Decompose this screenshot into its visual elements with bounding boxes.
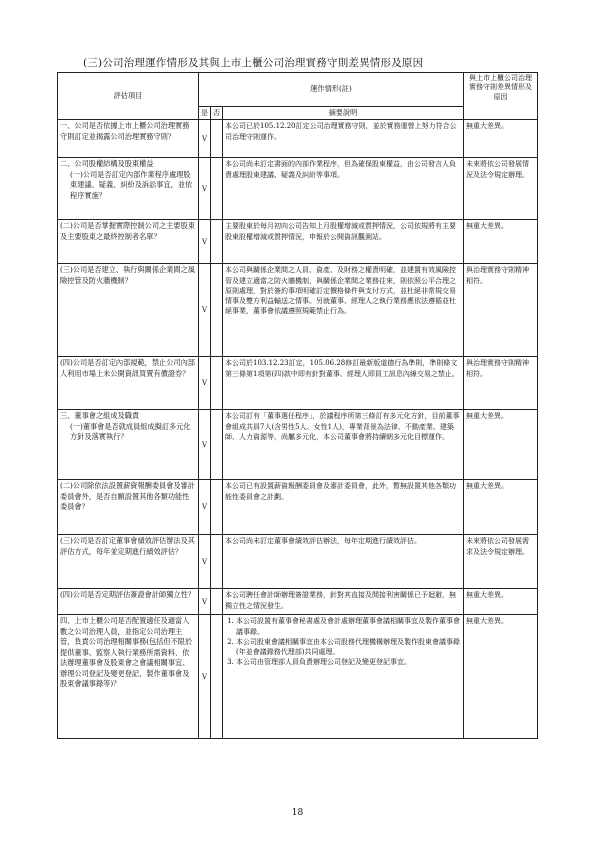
diff-cell: 無重大差異。 bbox=[464, 220, 538, 264]
yes-mark: V bbox=[199, 535, 211, 589]
item-cell: (二)公司除依法設置薪資報酬委員會及審計委員會外，是否自願設置其他各類功能性委員會？ bbox=[58, 480, 199, 535]
diff-cell: 無重大差異。 bbox=[464, 480, 538, 535]
diff-cell: 未來將依公司發展需求及法令規定辦理。 bbox=[464, 535, 538, 589]
table-row bbox=[58, 158, 538, 220]
no-mark bbox=[211, 357, 223, 410]
header-diff: 與上市上櫃公司治理實務守則差異情形及原因 bbox=[464, 73, 538, 120]
yes-mark: V bbox=[199, 589, 211, 615]
item-sub: (一)公司是否訂定內部作業程序處理股東建議、疑義、糾紛及訴訟事宜，並依程序實施？ bbox=[70, 169, 193, 200]
item-cell bbox=[58, 158, 199, 220]
page-number: 18 bbox=[291, 808, 304, 818]
summary-cell: 本公司與關係企業間之人員、資產、及財務之權責明確，並建置有效風險控管及建立適當之防火牆機制，與關係企業間之業務往來，則依照公平合理之原則處理，對於簽約事項明確訂定價格條件與支付方式，並杜絕非常規交易情事及雙方利益輸送之情事。另就董事、經理人之執行業務應依法遵循並杜絕事業，董事會依議遵照規範禁止行為。 bbox=[223, 264, 464, 357]
item-sub: (一)董事會是否就成員組成擬訂多元化方針及落實執行？ bbox=[70, 421, 191, 442]
no-mark bbox=[211, 535, 223, 589]
table-row bbox=[58, 264, 538, 357]
diff-cell: 與治理實務守則精神相符。 bbox=[464, 264, 538, 357]
item-heading: 二、公司股權結構及股東權益 bbox=[60, 159, 154, 169]
table-row bbox=[58, 615, 538, 739]
yes-mark: V bbox=[199, 120, 211, 158]
item-cell: (四)公司是否訂定內部規範，禁止公司內部人利用市場上未公開資訊買賣有價證券？ bbox=[58, 357, 199, 410]
item-cell: 四、上市上櫃公司是否配置適任及適當人數之公司治理人員，並指定公司治理主管，負責公司治理相關事務(包括但不限於提供董事、監察人執行業務所需資料、依法辦理董事會及股東會之會議相關事宜、辦理公司登記及變更登記、製作董事會及股東會議事錄等)？ bbox=[58, 615, 199, 739]
header-status: 運作情形(註) bbox=[199, 73, 464, 107]
summary-cell: 主要股東於每月初向公司告知上月股權增減或質押情況，公司依規將有主要股東股權增減或質押情況，申報於公開資訊觀測站。 bbox=[223, 220, 464, 264]
yes-mark: V bbox=[199, 264, 211, 357]
no-mark bbox=[211, 220, 223, 264]
yes-mark: V bbox=[199, 410, 211, 480]
item-heading: 三、董事會之組成及職責 bbox=[60, 411, 140, 421]
diff-cell: 未來將依公司發展情況及法令規定辦理。 bbox=[464, 158, 538, 220]
no-mark bbox=[211, 589, 223, 615]
table-row bbox=[58, 480, 538, 535]
yes-mark: V bbox=[199, 158, 211, 220]
yes-mark: V bbox=[199, 220, 211, 264]
header-item: 評估項目 bbox=[58, 73, 199, 120]
item-cell bbox=[58, 410, 199, 480]
summary-cell: 本公司已於105.12.20訂定公司治理實務守則，並於實務運營上努力符合公司治理守則運作。 bbox=[223, 120, 464, 158]
summary-cell: 本公司尚未訂定書面的內部作業程序，但為確保股東權益，由公司發言人負責處理股東建議、疑義及糾紛等事項。 bbox=[223, 158, 464, 220]
item-cell: (三)公司是否建立、執行與關係企業間之風險控管及防火牆機制？ bbox=[58, 264, 199, 357]
no-mark bbox=[211, 158, 223, 220]
diff-cell: 與治理實務守則精神相符。 bbox=[464, 357, 538, 410]
item-cell: 一、公司是否依據上市上櫃公司治理實務守則訂定並揭露公司治理實務守則？ bbox=[58, 120, 199, 158]
diff-cell: 無重大差異。 bbox=[464, 589, 538, 615]
table-row bbox=[58, 120, 538, 158]
list-item: 1. 本公司設置有董事會秘書處及會計處辦理董事會議相關事宜及製作董事會議事錄。 bbox=[236, 616, 461, 636]
summary-list bbox=[225, 616, 461, 667]
yes-mark: V bbox=[199, 615, 211, 739]
list-item: 2. 本公司股東會議相關事宜由本公司股務代理機構辦理及製作股東會議事錄(年並會議錄務代理部)共同處理。 bbox=[236, 637, 461, 657]
table-row bbox=[58, 357, 538, 410]
no-mark bbox=[211, 264, 223, 357]
yes-mark: V bbox=[199, 480, 211, 535]
header-summary: 摘要說明 bbox=[223, 107, 464, 120]
table-row bbox=[58, 410, 538, 480]
section-title: (三)公司治理運作情形及其與上市上櫃公司治理實務守則差異情形及原因 bbox=[83, 57, 424, 69]
item-cell: (三)公司是否訂定董事會績效評估辦法及其評估方式，每年並定期進行績效評估？ bbox=[58, 535, 199, 589]
yes-mark: V bbox=[199, 357, 211, 410]
summary-cell: 本公司已有設置薪資報酬委員會及審計委員會，此外，暫無設置其他各類功能性委員會之計劃。 bbox=[223, 480, 464, 535]
item-cell: (二)公司是否掌握實際控制公司之主要股東及主要股東之最終控制者名單？ bbox=[58, 220, 199, 264]
summary-cell: 本公司尚未訂定董事會績效評估辦法，每年定期進行績效評估。 bbox=[223, 535, 464, 589]
header-yes: 是 bbox=[199, 107, 211, 120]
diff-cell: 無重大差異。 bbox=[464, 615, 538, 739]
item-cell: (四)公司是否定期評估簽證會計師獨立性？ bbox=[58, 589, 199, 615]
summary-cell: 本公司於103.12.23訂定，105.06.28修訂最新版道德行為準則，準則條文第三條第1項第(四)款中即有針對董事、經理人即員工訊息內線交易之禁止。 bbox=[223, 357, 464, 410]
no-mark bbox=[211, 410, 223, 480]
table-row bbox=[58, 589, 538, 615]
table-row bbox=[58, 535, 538, 589]
no-mark bbox=[211, 480, 223, 535]
no-mark bbox=[211, 615, 223, 739]
diff-cell: 無重大差異。 bbox=[464, 120, 538, 158]
header-no: 否 bbox=[211, 107, 223, 120]
summary-cell: 本公司訂有「董事選任程序」，於議程序所第三條訂有多元化方針，目前董事會組成共員7人(含男性5人、女性1人)，專業背景為法律、不動產業、建築師、人力資源等，尚屬多元化，本公司董事會將持續朝多元化目標運作。 bbox=[223, 410, 464, 480]
governance-table bbox=[57, 72, 537, 851]
summary-cell bbox=[223, 615, 464, 739]
list-item: 3. 本公司由管理部人員負責辦理公司登記及變更登記事宜。 bbox=[236, 657, 461, 667]
diff-cell: 無重大差異。 bbox=[464, 410, 538, 480]
no-mark bbox=[211, 120, 223, 158]
summary-cell: 本公司聘任會計師辦理簽證業務，針對其直接及間接利害關係已予迴避，無獨立性之情況發生。 bbox=[223, 589, 464, 615]
table-row bbox=[58, 220, 538, 264]
